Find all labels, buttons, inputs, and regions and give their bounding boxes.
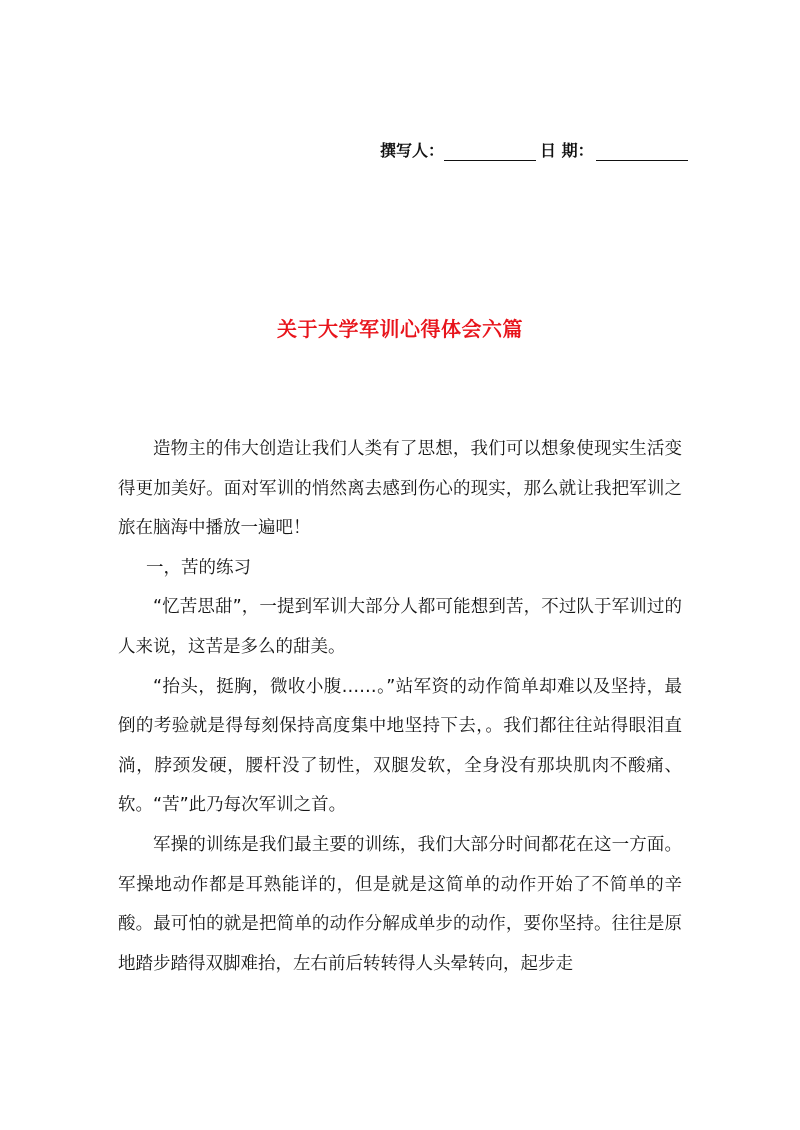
paragraph: “抬头，挺胸，微收小腹……。”站军资的动作简单却难以及坚持，最倒的考验就是得每刻保持高度集中地坚持下去，。我们都往往站得眼泪直淌，脖颈发硬，腰杆没了韧性，双腿发软，全身没有那块肌肉不酸痛、软。“苦”此乃每次军训之首。 <box>118 676 682 816</box>
author-label: 撰写人： <box>380 141 445 160</box>
document-body <box>118 430 682 984</box>
paragraph: 军操的训练是我们最主要的训练，我们大部分时间都花在这一方面。军操地动作都是耳熟能详的，但是就是这简单的动作开始了不简单的辛酸。最可怕的就是把简单的动作分解成单步的动作，要你坚持。往往是原地踏步踏得双脚难抬，左右前后转转得人头晕转向，起步走 <box>118 834 682 974</box>
paragraph: “忆苦思甜”，一提到军训大部分人都可能想到苦，不过队于军训过的人来说，这苦是多么的甜美。 <box>118 597 682 657</box>
author-date-line <box>380 138 700 161</box>
paragraph-intro: 造物主的伟大创造让我们人类有了思想，我们可以想象使现实生活变得更加美好。面对军训的悄然离去感到伤心的现实，那么就让我把军训之旅在脑海中播放一遍吧！ <box>118 439 682 539</box>
date-blank <box>596 144 688 161</box>
document-title: 关于大学军训心得体会六篇 <box>277 317 523 341</box>
date-label: 日 期： <box>540 141 594 160</box>
author-blank <box>444 144 536 161</box>
section-heading: 一，苦的练习 <box>146 557 251 578</box>
